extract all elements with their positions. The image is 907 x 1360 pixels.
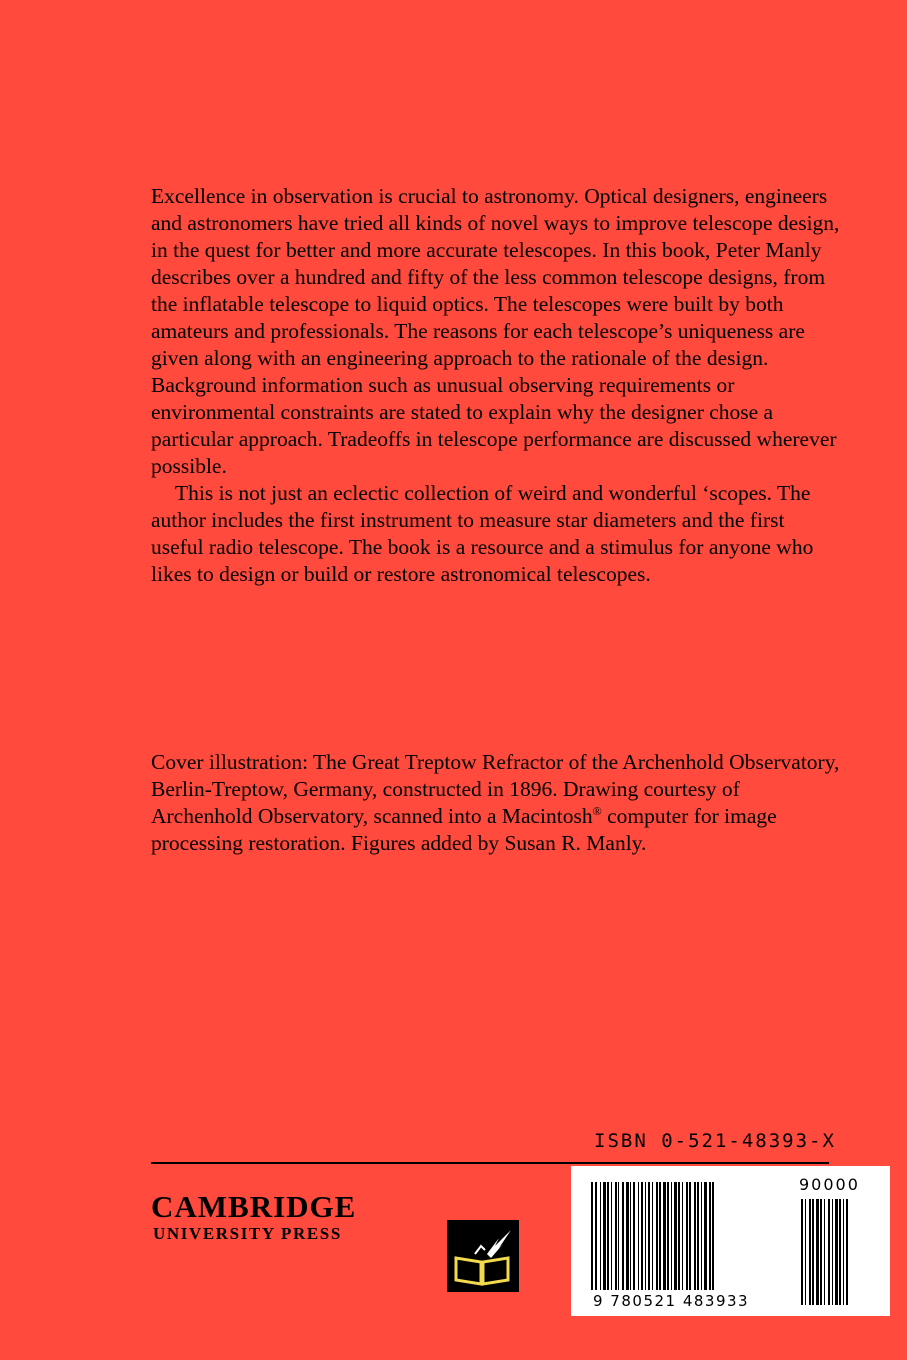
divider [151,1162,829,1164]
registered-mark: ® [592,803,602,818]
publisher-wordmark [151,1190,356,1244]
blurb [151,183,841,588]
open-book-lightning-icon [447,1220,519,1292]
cover-credit-text-2: computer for image processing restoration. Figures added by Susan R. Manly. [151,804,777,855]
publisher-name: CAMBRIDGE [151,1189,357,1224]
cover-credit [151,749,841,857]
barcode-addon-bars [801,1199,879,1305]
barcode-bar [846,1199,848,1305]
barcode-bars [591,1182,791,1290]
barcode-number: 9 780521 483933 [593,1292,750,1310]
cover-credit-text-1: Cover illustration: The Great Treptow Refractor of the Archenhold Observatory, Berlin-Treptow, Germany, constructed in 1896. Drawing courtesy of Archenhold Observatory, scanned into a Macintosh [151,750,840,828]
publisher-subname: UNIVERSITY PRESS [153,1224,342,1243]
isbn-label: ISBN 0-521-48393-X [594,1130,836,1152]
barcode-gap [714,1182,716,1290]
blurb-paragraph-2: This is not just an eclectic collection of weird and wonderful ‘scopes. The author includes the first instrument to measure star diameters and the first useful radio telescope. The book is a resource and a stimulus for anyone who likes to design or build or restore astronomical telescopes. [151,481,814,586]
blurb-paragraph-1: Excellence in observation is crucial to astronomy. Optical designers, engineers and astronomers have tried all kinds of novel ways to improve telescope design, in the quest for better and more accurate telescopes. In this book, Peter Manly describes over a hundred and fifty of the less common telescope designs, from the inflatable telescope to liquid optics. The telescopes were built by both amateurs and professionals. The reasons for each telescope’s uniqueness are given along with an engineering approach to the rationale of the design. Background information such as unusual observing requirements or environmental constraints are stated to explain why the designer chose a particular approach. Tradeoffs in telescope performance are discussed wherever possible. [151,184,840,478]
barcode-addon-number: 90000 [799,1175,860,1194]
barcode [571,1166,890,1316]
